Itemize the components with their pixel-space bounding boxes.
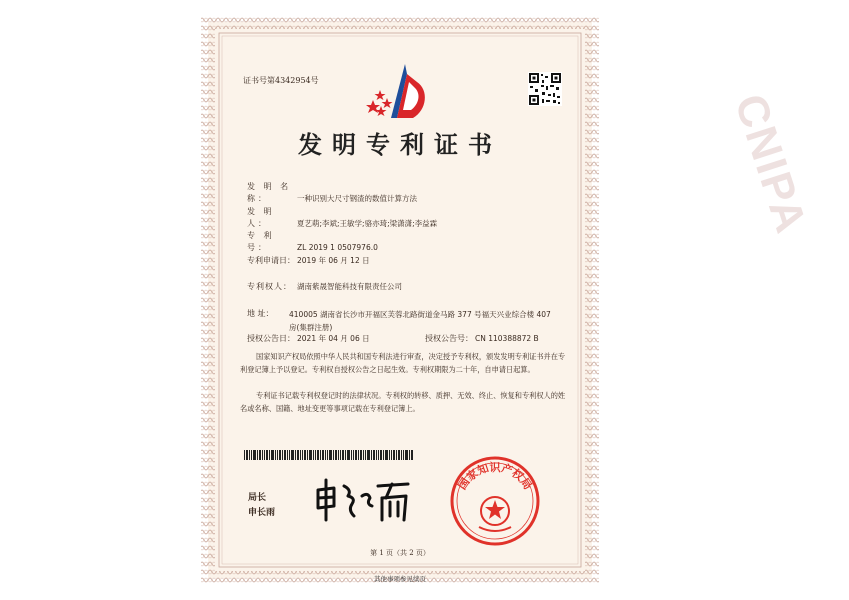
filing-date: 2019 年 06 月 12 日 — [297, 256, 370, 265]
director-name: 申长雨 — [248, 508, 276, 518]
inventor-label: 发 明 人： — [247, 207, 275, 228]
invention-name: 一种识别大尺寸钢渣的数值计算方法 — [297, 194, 417, 203]
grant-date: 2021 年 04 月 06 日 — [297, 334, 370, 343]
cnipa-logo-icon — [367, 60, 439, 122]
patent-number: ZL 2019 1 0507976.0 — [297, 243, 378, 252]
qr-code-icon — [528, 72, 562, 106]
continuation-note: 其他事项参见续页 — [374, 575, 426, 583]
certificate-number: 证书号第4342954号 — [243, 76, 319, 85]
signature-icon — [312, 476, 412, 524]
barcode-icon — [244, 450, 414, 460]
cnipa-watermark: CNIPA — [725, 88, 817, 241]
patent-number-row — [247, 230, 378, 254]
address-label: 地 址： — [247, 309, 274, 318]
patentee: 湖南紫晟智能科技有限责任公司 — [297, 282, 402, 291]
filing-date-row — [247, 255, 370, 267]
filing-date-label: 专利申请日： — [247, 256, 295, 265]
address: 410005 湖南省长沙市开福区芙蓉北路街道金马路 377 号福天兴业综合楼 407 房(集群注册) — [289, 310, 551, 332]
invention-name-row — [247, 181, 417, 205]
grant-date-label: 授权公告日： — [247, 334, 295, 343]
patentee-row — [247, 281, 402, 293]
body-paragraph-1: 国家知识产权局依照中华人民共和国专利法进行审查，决定授予专利权，颁发发明专利证书并在专利登记簿上予以登记。专利权自授权公告之日起生效。专利权期限为二十年，自申请日起算。 — [240, 352, 566, 374]
invention-name-label: 发 明 名 称： — [247, 182, 292, 203]
certificate-title: 发明专利证书 — [298, 130, 502, 159]
page-number: 第 1 页（共 2 页） — [370, 549, 430, 557]
inventor-row — [247, 206, 437, 230]
body-paragraph-2: 专利证书记载专利权登记时的法律状况。专利权的转移、质押、无效、终止、恢复和专利权人的姓名或名称、国籍、地址变更等事项记载在专利登记簿上。 — [240, 391, 566, 413]
grant-number-row — [425, 333, 539, 345]
seal-text: 国家知识产权局 — [455, 461, 535, 493]
patentee-label: 专利权人： — [247, 282, 292, 291]
svg-text:国家知识产权局 — [455, 460, 535, 492]
patent-number-label: 专 利 号： — [247, 231, 275, 252]
grant-number-label: 授权公告号： — [425, 334, 473, 343]
inventor: 夏艺萌;李斌;王敏学;骆亦琦;梁潇潇;李益霖 — [297, 219, 438, 228]
director-title: 局长 — [248, 493, 267, 503]
official-seal-icon — [449, 455, 541, 547]
grant-number: CN 110388872 B — [475, 334, 539, 343]
grant-date-row — [247, 333, 370, 345]
